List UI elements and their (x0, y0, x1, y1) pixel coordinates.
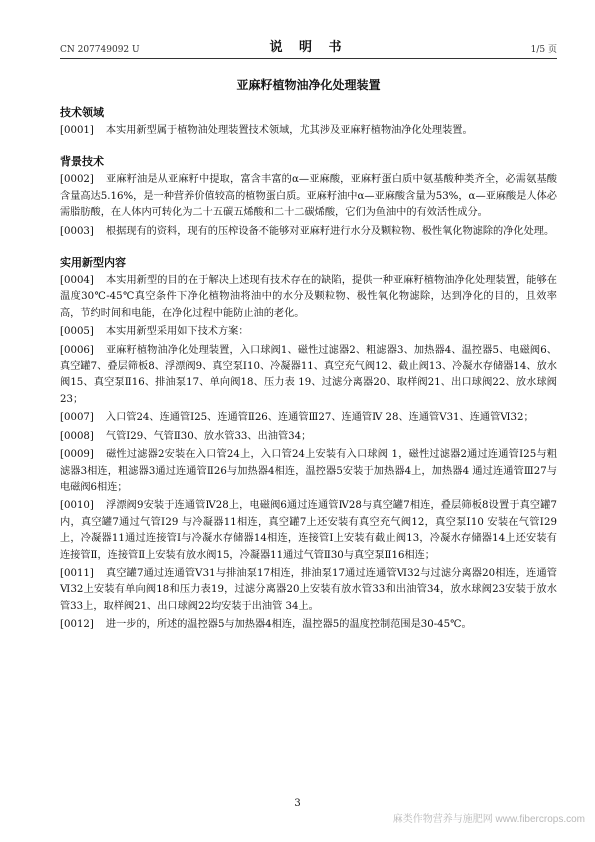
paragraph-number: [0006] (60, 344, 94, 356)
paragraph-text: 本实用新型属于植物油处理装置技术领域，尤其涉及亚麻籽植物油净化处理装置。 (105, 125, 473, 136)
paragraph (60, 343, 557, 409)
paragraph (60, 429, 557, 445)
paragraph-text: 亚麻籽油是从亚麻籽中提取，富含丰富的α—亚麻酸，亚麻籽蛋白质中氨基酸种类齐全，必需氨基酸含量高达5.16%，是一种营养价值较高的植物蛋白质。亚麻籽油中α—亚麻酸含量为53%，α—亚麻酸是人体必需脂肪酸，在人体内可转化为二十五碳五烯酸和二十二碳烯酸，它们为鱼油中的有效活性成分。 (60, 174, 557, 219)
document-title: 亚麻籽植物油净化处理装置 (236, 78, 381, 92)
paragraph (60, 324, 557, 340)
paragraph-number: [0010] (60, 500, 94, 512)
document-body (60, 104, 557, 636)
paragraph-number: [0004] (60, 275, 94, 287)
paragraph (60, 172, 557, 221)
paragraph-number: [0007] (60, 412, 94, 424)
paragraph (60, 123, 557, 139)
paragraph-number: [0011] (60, 567, 94, 579)
section-heading: 技术领域 (60, 106, 104, 119)
paragraph (60, 566, 557, 615)
patent-number: CN 207749092 U (60, 45, 140, 55)
paragraph (60, 447, 557, 496)
page-count: 1/5 页 (530, 45, 557, 55)
paragraph-text: 本实用新型采用如下技术方案： (105, 326, 249, 338)
paragraph-text: 气管Ⅰ29、气管Ⅱ30、放水管33、出油管34； (105, 430, 312, 442)
document-type: 说 明 书 (269, 40, 348, 55)
paragraph-number: [0001] (60, 125, 94, 136)
paragraph-number: [0002] (60, 174, 94, 186)
page-number: 3 (294, 798, 301, 809)
paragraph (60, 410, 557, 426)
paragraph-text: 入口管24、连通管Ⅰ25、连通管Ⅱ26、连通管Ⅲ27、连通管Ⅳ 28、连通管Ⅴ31、连通管Ⅵ32； (105, 412, 534, 424)
section-heading: 实用新型内容 (60, 256, 126, 270)
paragraph (60, 224, 557, 240)
paragraph-number: [0009] (60, 449, 94, 461)
paragraph (60, 617, 557, 633)
paragraph (60, 498, 557, 564)
paragraph-number: [0003] (60, 225, 94, 237)
paragraph-text: 浮漂阀9安装于连通管Ⅳ28上，电磁阀6通过连通管Ⅳ28与真空罐7相连，叠层筛板8设置于真空罐7内，真空罐7通过气管Ⅰ29 与冷凝器11相连，真空罐7上还安装有真空充气阀12，真空泵Ⅰ10 安装在气管Ⅰ29上，冷凝器11通过连接管Ⅰ与冷凝水存储器14相连，连接管Ⅰ上安装有截止阀13，冷凝水存储器14上还安装有连接管Ⅱ，连接管Ⅱ上安装有放水阀15，冷凝器11通过气管Ⅱ30与真空泵Ⅱ16相连； (60, 500, 557, 561)
watermark: 麻类作物营养与施肥网 www.fibercrops.com (392, 814, 585, 825)
paragraph-text: 真空罐7通过连通管Ⅴ31与排油泵17相连，排油泵17通过连通管Ⅵ32与过滤分离器20相连，连通管Ⅵ32上安装有单向阀18和压力表19，过滤分离器20上安装有放水管33和出油管34，放水球阀23安装于放水管33上，取样阀21、出口球阀22均安装于出油管 34上。 (60, 567, 557, 612)
paragraph (60, 273, 557, 322)
section-heading: 背景技术 (60, 155, 104, 169)
paragraph-text: 磁性过滤器2安装在入口管24上，入口管24上安装有入口球阀 1，磁性过滤器2通过连通管Ⅰ25与粗滤器3相连，粗滤器3通过连通管Ⅱ26与加热器4相连，温控器5安装于加热器4上，加热器4 通过连通管Ⅲ27与电磁阀6相连； (60, 449, 557, 493)
page-header (60, 36, 557, 59)
paragraph-text: 进一步的，所述的温控器5与加热器4相连，温控器5的温度控制范围是30-45℃。 (105, 619, 472, 631)
paragraph-number: [0008] (60, 430, 94, 442)
paragraph-text: 亚麻籽植物油净化处理装置，入口球阀1、磁性过滤器2、粗滤器3、加热器4、温控器5、电磁阀6、真空罐7、叠层筛板8、浮漂阀9、真空泵Ⅰ10、冷凝器11、真空充气阀12、截止阀13、冷凝水存储器14、放水阀15、真空泵Ⅱ16、排油泵17、单向阀18、压力表 19、过滤分离器20、取样阀21、出口球阀22、放水球阀23； (60, 344, 557, 405)
paragraph-number: [0012] (60, 619, 94, 631)
paragraph-number: [0005] (60, 326, 94, 338)
paragraph-text: 根据现有的资料，现有的压榨设备不能够对亚麻籽进行水分及颗粒物、极性氧化物滤除的净化处理。 (105, 225, 555, 237)
paragraph-text: 本实用新型的目的在于解决上述现有技术存在的缺陷，提供一种亚麻籽植物油净化处理装置，能够在温度30℃-45℃真空条件下净化植物油将油中的水分及颗粒物、极性氧化物滤除，达到净化的目的，且效率高，节约时间和电能，在净化过程中能防止油的老化。 (60, 275, 557, 319)
